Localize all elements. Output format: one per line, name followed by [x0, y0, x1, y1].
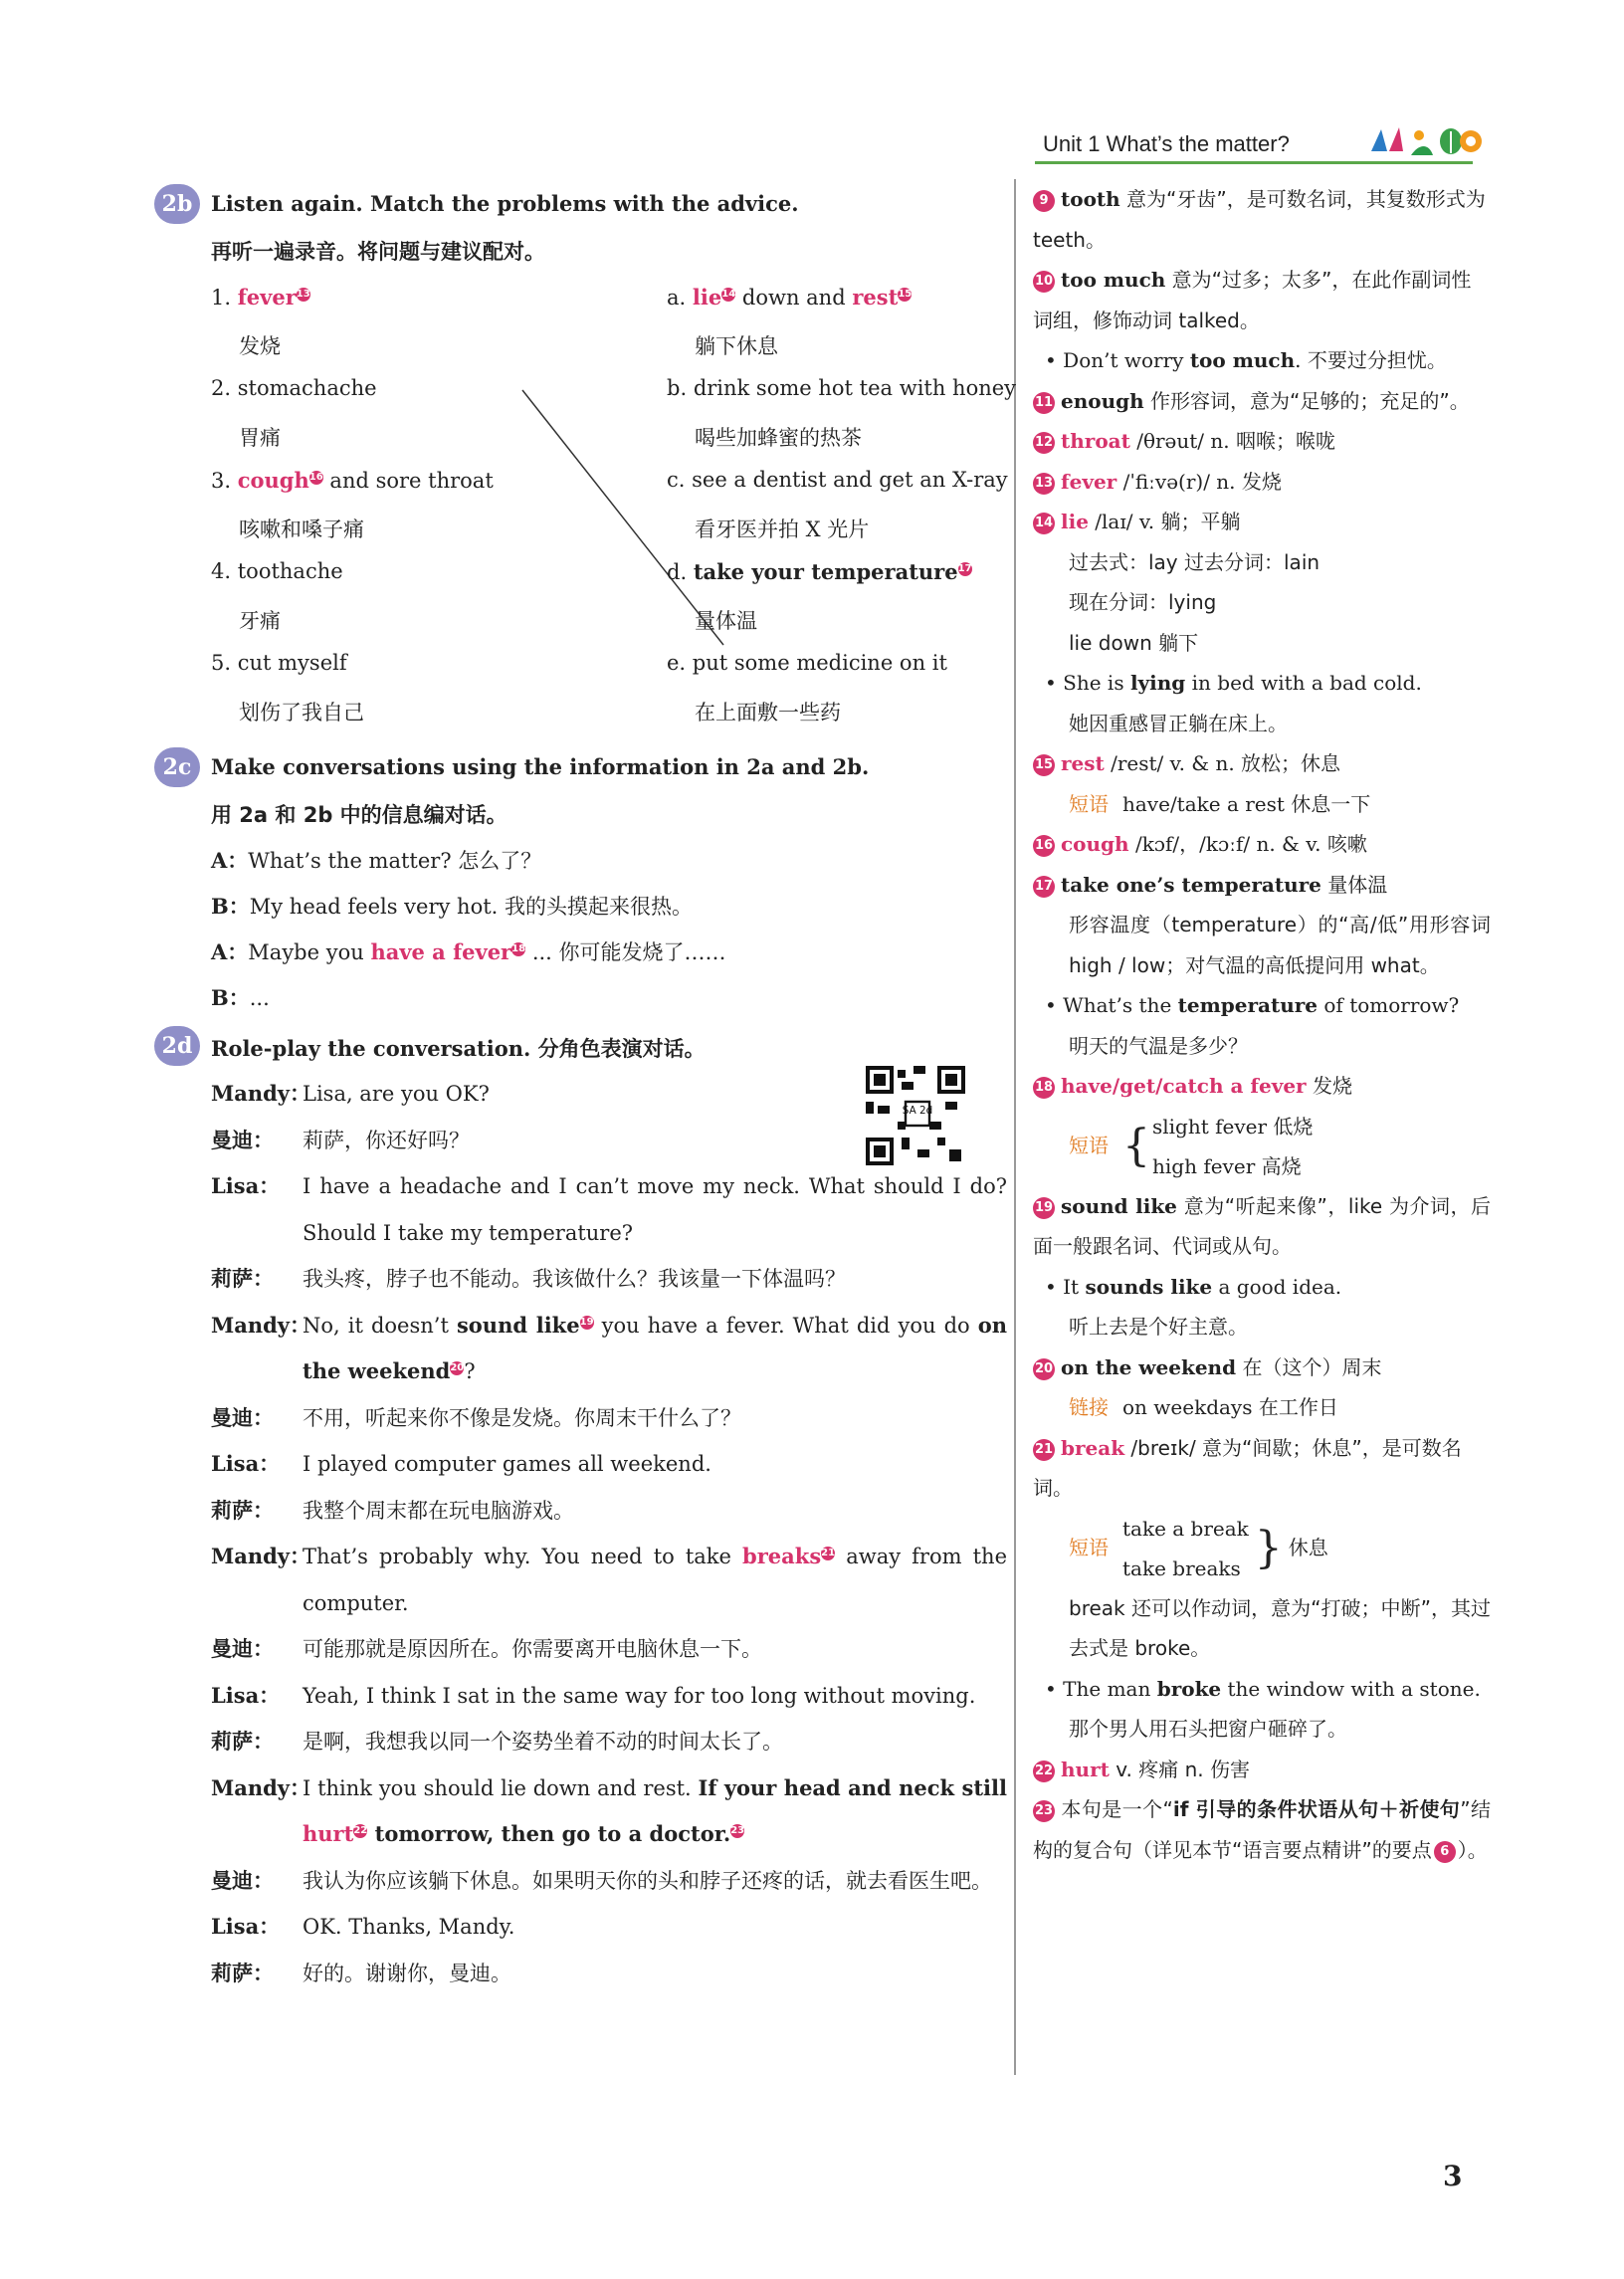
dialogue-row: Mandy： Lisa, are you OK? — [211, 1081, 490, 1106]
note-21-example-cn: 那个男人用石头把窗户砸碎了。 — [1069, 1717, 1347, 1741]
dialogue-row: 莉萨： 好的。谢谢你，曼迪。 — [211, 1961, 511, 1985]
problem-5: 5. cut myself — [211, 651, 347, 675]
note-14-example-cn: 她因重感冒正躺在床上。 — [1069, 711, 1288, 735]
section-2c-header — [149, 742, 1005, 792]
note-19-example: • It sounds like a good idea. — [1045, 1274, 1342, 1299]
advice-e: e. put some medicine on it — [667, 651, 947, 675]
note-11: 11 enough 作形容词，意为“足够的；充足的”。 — [1034, 388, 1470, 413]
svg-text:SA 2d: SA 2d — [902, 1105, 933, 1117]
note-16: 16 cough /kɔf/，/kɔːf/ n. & v. 咳嗽 — [1034, 832, 1367, 856]
advice-a-cn: 躺下休息 — [695, 334, 778, 358]
advice-e-cn: 在上面敷一些药 — [695, 701, 841, 725]
note-21-example: • The man broke the window with a stone. — [1045, 1676, 1481, 1701]
note-21: 21 break /breɪk/ 意为“间歇；休息”，是可数名词。 — [1033, 1435, 1462, 1500]
note-18-phrases: 短语 { slight fever 低烧 high fever 高烧 — [1069, 1114, 1314, 1178]
problem-3-cn: 咳嗽和嗓子痛 — [239, 518, 364, 541]
note-20: 20 on the weekend 在（这个）周末 — [1034, 1354, 1382, 1379]
note-14-participle: 现在分词：lying — [1069, 590, 1217, 614]
column-divider — [1014, 179, 1016, 2075]
conv-line: B：My head feels very hot. 我的头摸起来很热。 — [211, 894, 694, 919]
note-15-phrase: 短语 have/take a rest 休息一下 — [1069, 791, 1371, 816]
page-header — [1035, 121, 1493, 165]
note-15: 15 rest /rest/ v. & n. 放松；休息 — [1034, 751, 1341, 775]
unit-title: Unit 1 What’s the matter? — [1043, 131, 1290, 156]
note-9: 9 tooth 意为“牙齿”，是可数名词，其复数形式为 teeth。 — [1033, 187, 1486, 252]
note-14-phrase: lie down 躺下 — [1069, 630, 1199, 655]
qr-code-icon[interactable] — [866, 1065, 965, 1166]
note-20-link: 链接 on weekdays 在工作日 — [1069, 1395, 1338, 1419]
dialogue-row: Mandy： That’s probably why. You need to take breaks$^{21}$ away from the computer. — [211, 1544, 1007, 1615]
conv-line: A：What’s the matter? 怎么了？ — [211, 848, 542, 873]
note-19: 19 sound like 意为“听起来像”，like 为介词，后面一般跟名词、代词或从句。 — [1033, 1193, 1491, 1258]
dialogue-row: Lisa： I have a headache and I can’t move my neck. What should I do? Should I take my temperature? — [211, 1173, 1007, 1245]
section-2b-title: Listen again. Match the problems with the advice. — [211, 191, 799, 216]
section-2d-header — [149, 1021, 1005, 1071]
problem-1-cn: 发烧 — [239, 334, 281, 358]
dialogue-row: Mandy： No, it doesn’t sound like$^{19}$ you have a fever. What did you do on the weekend$^{20}$? — [211, 1312, 1007, 1383]
note-21-phrases: 短语 take a break take breaks } 休息 — [1069, 1516, 1328, 1580]
dialogue-row: 莉萨： 我头疼，脖子也不能动。我该做什么？我该量一下体温吗？ — [211, 1267, 846, 1291]
dialogue-row: 曼迪： 我认为你应该躺下休息。如果明天你的头和脖子还疼的话，就去看医生吧。 — [211, 1868, 992, 1893]
section-2b-cn-instruction: 再听一遍录音。将问题与建议配对。 — [211, 240, 545, 264]
note-18: 18 have/get/catch a fever 发烧 — [1034, 1074, 1352, 1098]
problem-4: 4. toothache — [211, 559, 343, 583]
dialogue-row: 曼迪： 莉萨，你还好吗？ — [211, 1128, 470, 1152]
dialogue-row: 曼迪： 不用，听起来你不像是发烧。你周末干什么了？ — [211, 1405, 741, 1430]
note-13: 13 fever /ˈfiːvə(r)/ n. 发烧 — [1034, 469, 1282, 494]
series-logo-icon — [1363, 121, 1483, 159]
section-2d-title: Role-play the conversation. 分角色表演对话。 — [211, 1036, 706, 1061]
problem-1: 1. fever$^{13}$ — [211, 285, 310, 310]
dialogue-row: 莉萨： 我整个周末都在玩电脑游戏。 — [211, 1498, 574, 1523]
note-17-example-cn: 明天的气温是多少？ — [1069, 1033, 1248, 1058]
matching-exercise — [211, 275, 1017, 742]
problem-3: 3. cough$^{16}$ and sore throat — [211, 468, 494, 493]
section-badge-2b: 2b — [154, 184, 200, 224]
section-2c-title: Make conversations using the information in 2a and 2b. — [211, 754, 870, 779]
advice-c: c. see a dentist and get an X-ray — [667, 468, 1008, 492]
problem-4-cn: 牙痛 — [239, 609, 281, 633]
role-play-dialogue — [211, 1071, 1007, 1996]
conv-line: A：Maybe you have a fever$^{18}$ ... 你可能发烧了…… — [211, 939, 726, 964]
match-line — [522, 390, 723, 645]
section-badge-2c: 2c — [154, 747, 200, 787]
note-10-example: • Don’t worry too much. 不要过分担忧。 — [1045, 348, 1447, 372]
advice-b: b. drink some hot tea with honey — [667, 376, 1017, 400]
note-19-example-cn: 听上去是个好主意。 — [1069, 1315, 1248, 1339]
advice-b-cn: 喝些加蜂蜜的热茶 — [695, 426, 862, 450]
note-10: 10 too much 意为“过多；太多”，在此作副词性词组，修饰动词 talked。 — [1033, 268, 1472, 332]
section-2b-header — [149, 179, 1005, 229]
dialogue-row: Lisa： I played computer games all weekend. — [211, 1451, 711, 1476]
sample-conversation — [211, 838, 1067, 1021]
dialogue-row: 曼迪： 可能那就是原因所在。你需要离开电脑休息一下。 — [211, 1637, 762, 1661]
header-rule — [1035, 161, 1473, 164]
right-column-notes — [1033, 179, 1491, 1870]
note-14-forms: 过去式：lay 过去分词：lain — [1069, 549, 1320, 574]
problem-5-cn: 划伤了我自己 — [239, 701, 364, 725]
note-23: 23 本句是一个“if 引导的条件状语从句＋祈使句”结构的复合句（详见本节“语言要点精讲”的要点 6 ）。 — [1033, 1797, 1491, 1862]
section-2c-cn-instruction: 用 2a 和 2b 中的信息编对话。 — [211, 803, 508, 827]
note-17-body: 形容温度（temperature）的“高/低”用形容词 high / low；对气温的高低提问用 what。 — [1069, 913, 1491, 977]
note-17-example: • What’s the temperature of tomorrow? — [1045, 993, 1460, 1017]
problem-2: 2. stomachache — [211, 376, 377, 400]
dialogue-row: Mandy： I think you should lie down and rest. If your head and neck still hurt$^{22}$ tomorrow, then go to a doctor.$^{23}$ — [211, 1774, 1007, 1846]
advice-a: a. lie$^{14}$ down and rest$^{15}$ — [667, 285, 913, 310]
dialogue-row: 莉萨： 是啊，我想我以同一个姿势坐着不动的时间太长了。 — [211, 1730, 783, 1754]
note-14-example: • She is lying in bed with a bad cold. — [1045, 671, 1422, 695]
advice-c-cn: 看牙医并拍 X 光片 — [695, 518, 870, 541]
problem-2-cn: 胃痛 — [239, 426, 281, 450]
section-badge-2d: 2d — [154, 1026, 200, 1066]
note-17: 17 take one’s temperature 量体温 — [1034, 872, 1388, 897]
note-21-body: break 还可以作动词，意为“打破；中断”，其过去式是 broke。 — [1069, 1595, 1491, 1660]
dialogue-row: Lisa： OK. Thanks, Mandy. — [211, 1914, 515, 1939]
conv-line: B：... — [211, 985, 270, 1010]
note-22: 22 hurt v. 疼痛 n. 伤害 — [1034, 1757, 1250, 1781]
advice-d: d. take your temperature$^{17}$ — [667, 559, 972, 584]
note-14: 14 lie /laɪ/ v. 躺；平躺 — [1034, 510, 1241, 533]
dialogue-row: Lisa： Yeah, I think I sat in the same way for too long without moving. — [211, 1682, 976, 1708]
page-number: 3 — [1443, 2160, 1463, 2192]
advice-d-cn: 量体温 — [695, 609, 757, 633]
note-12: 12 throat /θrəut/ n. 咽喉；喉咙 — [1034, 429, 1336, 453]
